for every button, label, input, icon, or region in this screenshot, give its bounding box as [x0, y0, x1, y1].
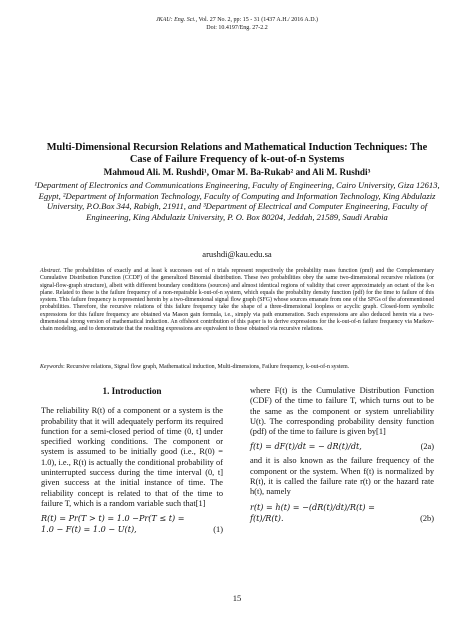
- equation-2a: [250, 441, 434, 452]
- equation-1: [41, 513, 223, 535]
- abstract-label: Abstract.: [40, 268, 62, 274]
- paper-authors: Mahmoud Ali. M. Rushdi¹, Omar M. Ba-Rukab² and Ali M. Rushdi³: [103, 167, 371, 177]
- doi-line: Doi: 10.4197/Eng. 27-2.2: [206, 24, 268, 31]
- equation-2b-number: (2b): [420, 513, 434, 523]
- equation-2b-line-2: f(t)/R(t).: [250, 512, 284, 523]
- keywords-text: : Recursive relations, Signal flow graph, Mathematical induction, Multi-dimensions, Failure frequency, k-out-of-n system.: [63, 364, 350, 370]
- equation-2a-body: f(t) = dF(t)/dt = − dR(t)/dt,: [250, 441, 362, 452]
- left-column: [41, 386, 223, 539]
- abstract-text: The probabilities of exactly and at least k successes out of n trials represent respectively the probability mass function (pmf) and the Complementary Cumulative Distribution Function (CCDF) of the generalized Binomial distribution. These two probabilities obey the same two-dimensional recursive relations (or signal-flow-graph structure), albeit with different boundary conditions (sources) and almost identical regions of validity that cover approximately an octant of the k-n plane. Related to these is the failure frequency of a non-repairable k-out-of-n system, which equals the probability density function (pdf) for the time to failure of this system. This failure frequency is represented herein by a two-dimensional signal flow graph (SFG) whose sources emanate from one of the SFGs of the aforementioned probabilities. Therefore, the recursive relations of this failure frequency take the shape of a three-dimensional loopless or acyclic graph. Closed-form symbolic expressions for this failure frequency are obtained via Mason gain formula, i.e., simply via path enumeration. Such expressions are also deduced herein via a two-dimensional strong version of mathematical induction. An offshoot contribution of this paper is to derive expressions for the k-out-of-n failure frequency via Markov-chain modeling, and to demonstrate that the resulting expressions are equivalent to those obtained via recursive relations.: [40, 268, 434, 333]
- corresponding-email: arushdi@kau.edu.sa: [202, 249, 272, 259]
- section-heading-introduction: 1. Introduction: [102, 386, 162, 396]
- right-column: [250, 386, 434, 528]
- journal-citation-line: [0, 17, 474, 25]
- equation-1-line-2: 1.0 − F(t) = 1.0 − U(t),: [41, 524, 137, 535]
- paper-title: Multi-Dimensional Recursion Relations and Mathematical Induction Techniques: The Case of Failure Frequency of k-out-of-n Systems: [46, 142, 428, 165]
- equation-2b-line-1: r(t) = h(t) = −(dR(t)/dt)/R(t) =: [250, 501, 375, 512]
- intro-paragraph-3: and it is also known as the failure frequency of the component or the system. When f(t) is normalized by R(t), it is called the failure rate r(t) or the hazard rate h(t), namely: [250, 456, 434, 497]
- journal-volume-pages: , Vol. 27 No. 2, pp: 15 - 31 (1437 A.H./ 2016 A.D.): [195, 17, 319, 23]
- equation-1-number: (1): [213, 525, 223, 535]
- intro-paragraph-2: where F(t) is the Cumulative Distribution Function (CDF) of the time to failure T, which turns out to be the same as the component or system unreliability U(t). The corresponding probability density function (pdf) of the time to failure is given by[1]: [250, 386, 434, 437]
- journal-name: JKAU: Eng. Sci.: [155, 17, 196, 23]
- equation-2b: [250, 502, 434, 524]
- keywords: [40, 364, 434, 371]
- abstract: [40, 268, 434, 334]
- intro-paragraph-1: The reliability R(t) of a component or a system is the probability that it will adequately perform its required function for a semi-closed period of time (0, t] under specified working conditions. The component or system is assumed to be initially good (i.e., R(0) = 1.0), i.e., R(t) is actually the conditional probability of uninterrupted success during the time interval (0, t] given success at the initial instance of time. The reliability concept is related to that of the time to failure T, which is a random variable such that[1]: [41, 406, 223, 508]
- author-affiliations: ¹Department of Electronics and Communications Engineering, Faculty of Engineering, Cairo University, Giza 12613, Egypt, ²Department of Information Technology, Faculty of Computing and Information Technology, King Abdulaziz University, P.O.Box 344, Rabigh, 21911, and ³Department of Electrical and Computer Engineering, Faculty of Engineering, King Abdulaziz University, P. O. Box 80204, Jeddah, 21589, Saudi Arabia: [34, 180, 440, 222]
- keywords-label: Keywords: [40, 364, 64, 370]
- equation-1-line-1: R(t) = Pr(T > t) = 1.0 −Pr(T ≤ t) =: [41, 513, 185, 524]
- journal-header: [0, 17, 474, 32]
- equation-2a-number: (2a): [420, 442, 434, 452]
- page-number: 15: [232, 593, 242, 603]
